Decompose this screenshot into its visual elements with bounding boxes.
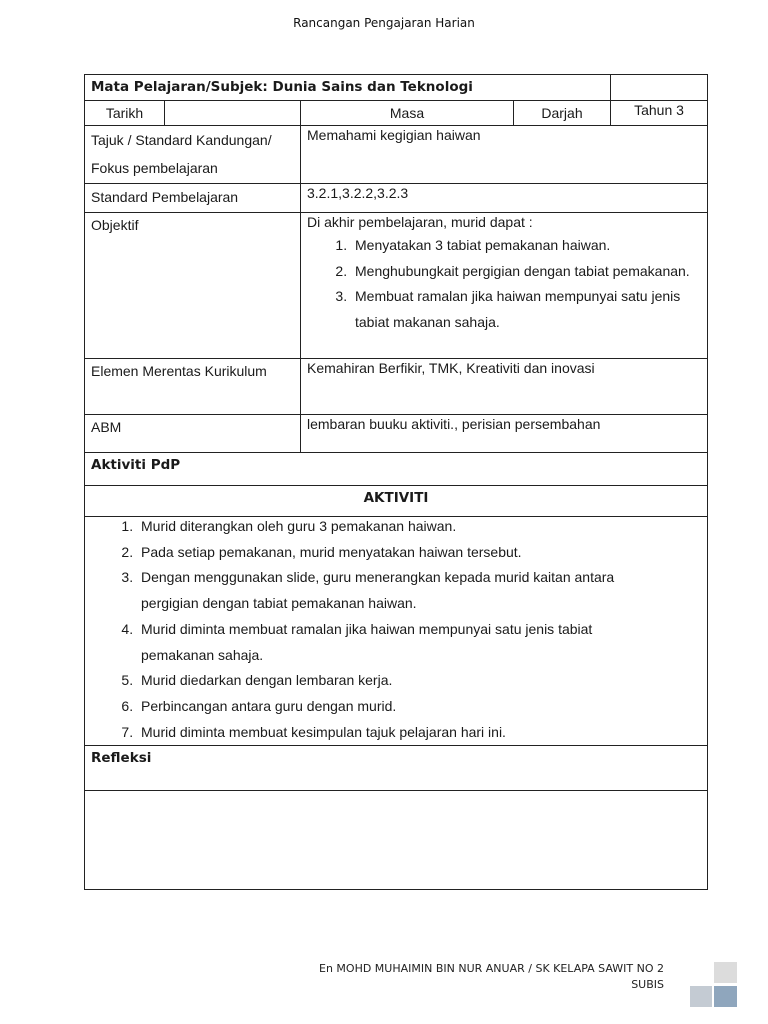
activities-title: AKTIVITI [85,486,708,517]
class-value: Tahun 3 [611,101,708,126]
reflection-value [85,791,708,890]
list-item: 3. Membuat ramalan jika haiwan mempunyai satu jenis tabiat makanan sahaja. [351,284,701,335]
abm-label: ABM [85,415,301,453]
list-item: 4. Murid diminta membuat ramalan jika haiwan mempunyai satu jenis tabiat pemakanan sahaja. [137,617,701,668]
lesson-plan-table [84,74,708,890]
list-item: 1. Menyatakan 3 tabiat pemakanan haiwan. [351,233,701,259]
objective-intro: Di akhir pembelajaran, murid dapat : [307,214,533,230]
objective-label: Objektif [85,213,301,359]
objective-cell [301,213,708,359]
abm-value: lembaran buuku aktiviti., perisian persembahan [301,415,708,453]
class-label: Darjah [514,101,611,126]
list-item: 2. Menghubungkait pergigian dengan tabiat pemakanan. [351,259,701,285]
topic-label-cell [85,126,301,184]
list-item: 3. Dengan menggunakan slide, guru menerangkan kepada murid kaitan antara pergigian dengan tabiat pemakanan haiwan. [137,565,701,616]
subject-extra-cell [611,75,708,101]
subject-cell: Mata Pelajaran/Subjek: Dunia Sains dan Teknologi [85,75,611,101]
list-item: 7. Murid diminta membuat kesimpulan tajuk pelajaran hari ini. [137,720,701,746]
standard-label: Standard Pembelajaran [85,184,301,213]
activities-header: Aktiviti PdP [85,453,708,486]
standard-value: 3.2.1,3.2.2,3.2.3 [301,184,708,213]
list-item: 1. Murid diterangkan oleh guru 3 pemakanan haiwan. [137,514,701,540]
objective-list [307,233,701,336]
footer-line1: En MOHD MUHAIMIN BIN NUR ANUAR / SK KELAPA SAWIT NO 2 [319,962,664,975]
date-value [165,101,301,126]
elements-value: Kemahiran Berfikir, TMK, Kreativiti dan inovasi [301,359,708,415]
list-item: 5. Murid diedarkan dengan lembaran kerja. [137,668,701,694]
list-item: 2. Pada setiap pemakanan, murid menyatakan haiwan tersebut. [137,540,701,566]
footer-line2: SUBIS [631,978,664,991]
time-label: Masa [301,101,514,126]
activities-cell [85,517,708,746]
date-label: Tarikh [85,101,165,126]
activities-list [91,514,701,745]
reflection-label: Refleksi [85,746,708,791]
elements-label: Elemen Merentas Kurikulum [85,359,301,415]
page-title: Rancangan Pengajaran Harian [293,16,475,30]
decor-square-bottom-right [714,986,737,1007]
footer [319,961,664,993]
list-item: 6. Perbincangan antara guru dengan murid. [137,694,701,720]
topic-label-line1: Tajuk / Standard Kandungan/ [91,132,272,148]
topic-value: Memahami kegigian haiwan [301,126,708,184]
decor-square-bottom-left [690,986,712,1007]
topic-label-line2: Fokus pembelajaran [91,160,218,176]
decor-square-top [714,962,737,983]
